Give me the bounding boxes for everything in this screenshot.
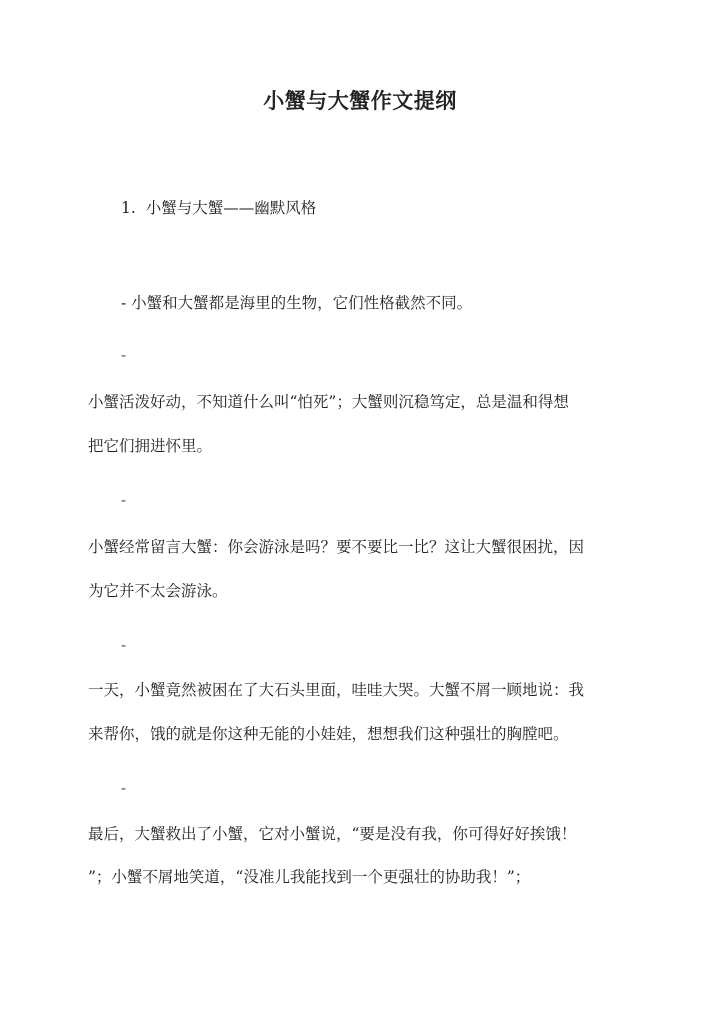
paragraph-line: 来帮你，饿的就是你这种无能的小娃娃，想想我们这种强壮的胸膛吧。 — [88, 725, 569, 743]
section-heading-text: 小蟹与大蟹——幽默风格 — [145, 199, 317, 217]
bullet-dash: - — [121, 491, 127, 509]
paragraph-line: 一天，小蟹竟然被困在了大石头里面，哇哇大哭。大蟹不屑一顾地说：我 — [88, 681, 585, 699]
paragraph-line: 最后，大蟹救出了小蟹，它对小蟹说，“要是没有我，你可得好好挨饿！ — [88, 825, 577, 843]
section-heading — [121, 196, 316, 220]
paragraph-line: ”；小蟹不屑地笑道，“没准儿我能找到一个更强壮的协助我！”； — [88, 868, 531, 886]
bullet-dash: - — [121, 346, 127, 364]
paragraph-line: 把它们拥进怀里。 — [88, 437, 213, 455]
bullet-dash: - — [121, 779, 127, 797]
paragraph-line: 小蟹经常留言大蟹：你会游泳是吗？要不要比一比？这让大蟹很困扰，因 — [88, 538, 585, 556]
document-title: 小蟹与大蟹作文提纲 — [263, 88, 457, 113]
bullet-dash: - — [121, 636, 127, 654]
paragraph-line: 小蟹活泼好动，不知道什么叫“怕死”；大蟹则沉稳笃定，总是温和得想 — [88, 393, 569, 411]
intro-line: - 小蟹和大蟹都是海里的生物，它们性格截然不同。 — [121, 294, 473, 312]
section-number: 1. — [121, 199, 136, 217]
paragraph-line: 为它并不太会游泳。 — [88, 582, 228, 600]
